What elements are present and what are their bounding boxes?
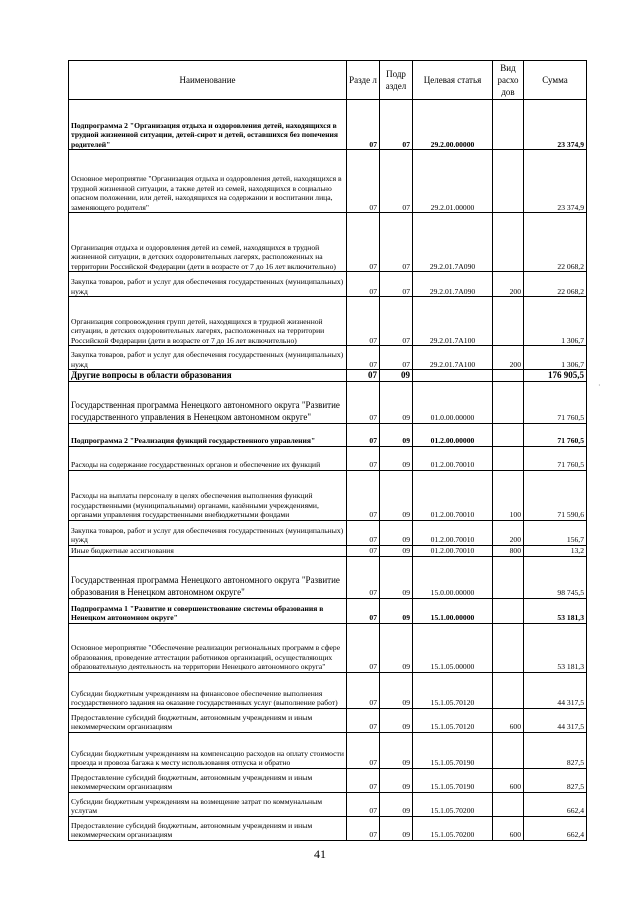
row-subsection: 09 xyxy=(380,708,413,732)
row-name: Закупка товаров, работ и услуг для обеспечения государственных (муниципальных) нужд xyxy=(69,520,347,545)
row-sum: 53 181,3 xyxy=(524,623,587,672)
row-target-article: 29.2.01.7А090 xyxy=(413,272,493,297)
row-sum: 71 760,5 xyxy=(524,446,587,470)
table-row xyxy=(69,346,587,370)
table-row xyxy=(69,381,587,423)
row-name: Расходы на содержание государственных органов и обеспечение их функций xyxy=(69,446,347,470)
row-subsection: 07 xyxy=(380,272,413,297)
row-subsection: 07 xyxy=(380,297,413,346)
row-section: 07 xyxy=(347,792,380,816)
row-subsection: 09 xyxy=(380,381,413,423)
row-subsection: 09 xyxy=(380,732,413,768)
row-section: 07 xyxy=(347,150,380,213)
row-target-article: 29.2.01.7А100 xyxy=(413,346,493,370)
row-section: 07 xyxy=(347,598,380,623)
table-row xyxy=(69,792,587,816)
row-target-article: 15.1.05.70120 xyxy=(413,672,493,708)
row-target-article: 01.0.00.00000 xyxy=(413,381,493,423)
row-sum: 22 068,2 xyxy=(524,272,587,297)
row-sum: 23 374,9 xyxy=(524,100,587,150)
row-subsection: 07 xyxy=(380,150,413,213)
table-row xyxy=(69,768,587,792)
row-expense-type xyxy=(493,623,524,672)
row-expense-type xyxy=(493,672,524,708)
table-row xyxy=(69,556,587,598)
row-subsection: 09 xyxy=(380,470,413,520)
row-subsection: 09 xyxy=(380,423,413,446)
row-subsection: 07 xyxy=(380,346,413,370)
row-name: Подпрограмма 2 "Организация отдыха и оздоровления детей, находящихся в трудной жизненной ситуации, детей-сирот и детей, оставшихся без попечения родителей" xyxy=(69,100,347,150)
row-sum: 13,2 xyxy=(524,545,587,556)
row-expense-type: 200 xyxy=(493,272,524,297)
row-section: 07 xyxy=(347,768,380,792)
row-name: Предоставление субсидий бюджетным, автономным учреждениям и иным некоммерческим организациям xyxy=(69,708,347,732)
row-name: Основное мероприятие "Организация отдыха и оздоровления детей, находящихся в трудной жизненной ситуации, а также детей из семей, находящихся в социально опасном положении, или детей, находящихся на содержании и воспитании лица, заменяющего родителя" xyxy=(69,150,347,213)
table-row xyxy=(69,545,587,556)
row-expense-type xyxy=(493,213,524,272)
row-subsection: 09 xyxy=(380,623,413,672)
row-section: 07 xyxy=(347,470,380,520)
table-row xyxy=(69,446,587,470)
row-section: 07 xyxy=(347,446,380,470)
row-section: 07 xyxy=(347,672,380,708)
row-target-article: 15.1.05.70120 xyxy=(413,708,493,732)
row-target-article: 29.2.01.00000 xyxy=(413,150,493,213)
row-target-article: 29.2.01.7А100 xyxy=(413,297,493,346)
row-name: Государственная программа Ненецкого автономного округа "Развитие образования в Ненецком автономном округе" xyxy=(69,556,347,598)
row-target-article: 15.1.05.70190 xyxy=(413,732,493,768)
page-number: 41 xyxy=(314,847,326,861)
table-body xyxy=(69,100,587,841)
row-sum: 98 745,5 xyxy=(524,556,587,598)
table-row xyxy=(69,470,587,520)
row-name: Иные бюджетные ассигнования xyxy=(69,545,347,556)
row-name: Подпрограмма 1 "Развитие и совершенствование системы образования в Ненецком автономном округе" xyxy=(69,598,347,623)
row-expense-type xyxy=(493,100,524,150)
table-row xyxy=(69,672,587,708)
row-expense-type xyxy=(493,370,524,382)
row-expense-type: 100 xyxy=(493,470,524,520)
row-target-article: 01.2.00.70010 xyxy=(413,520,493,545)
row-sum: 44 317,5 xyxy=(524,672,587,708)
margin-mark: · xyxy=(598,381,601,390)
row-section: 07 xyxy=(347,816,380,840)
row-target-article: 15.1.05.70190 xyxy=(413,768,493,792)
row-subsection: 09 xyxy=(380,545,413,556)
row-sum: 53 181,3 xyxy=(524,598,587,623)
row-expense-type xyxy=(493,556,524,598)
row-section: 07 xyxy=(347,297,380,346)
table-row xyxy=(69,150,587,213)
row-section: 07 xyxy=(347,213,380,272)
table-row xyxy=(69,816,587,840)
budget-table xyxy=(68,60,587,841)
row-target-article: 01.2.00.70010 xyxy=(413,545,493,556)
row-section: 07 xyxy=(347,423,380,446)
row-target-article: 15.1.00.00000 xyxy=(413,598,493,623)
row-section: 07 xyxy=(347,520,380,545)
header-target-article: Целевая статья xyxy=(413,61,493,100)
row-subsection: 09 xyxy=(380,520,413,545)
row-expense-type: 800 xyxy=(493,545,524,556)
row-target-article: 01.2.00.00000 xyxy=(413,423,493,446)
row-sum: 44 317,5 xyxy=(524,708,587,732)
row-name: Субсидии бюджетным учреждениям на компенсацию расходов на оплату стоимости проезда и провоза багажа к месту использования отпуска и обратно xyxy=(69,732,347,768)
row-sum: 23 374,9 xyxy=(524,150,587,213)
row-target-article: 29.2.01.7А090 xyxy=(413,213,493,272)
row-sum: 827,5 xyxy=(524,768,587,792)
row-section: 07 xyxy=(347,732,380,768)
row-name: Организация сопровождения групп детей, находящихся в трудной жизненной ситуации, в детских оздоровительных лагерях, расположенных на территории Российской Федерации (дети в возрасте от 7 до 16 лет включительно) xyxy=(69,297,347,346)
row-section: 07 xyxy=(347,272,380,297)
row-expense-type: 200 xyxy=(493,520,524,545)
row-expense-type xyxy=(493,297,524,346)
row-section: 07 xyxy=(347,370,380,382)
row-subsection: 07 xyxy=(380,100,413,150)
header-sum: Сумма xyxy=(524,61,587,100)
row-target-article: 15.1.05.70200 xyxy=(413,792,493,816)
row-sum: 662,4 xyxy=(524,816,587,840)
row-section: 07 xyxy=(347,346,380,370)
row-expense-type: 600 xyxy=(493,708,524,732)
row-subsection: 09 xyxy=(380,556,413,598)
row-expense-type: 200 xyxy=(493,346,524,370)
row-expense-type xyxy=(493,381,524,423)
row-name: Основное мероприятие "Обеспечение реализации региональных программ в сфере образования, проведение аттестации работников организаций, осуществляющих образовательную деятельность на территории Ненецкого автономного округа" xyxy=(69,623,347,672)
table-row xyxy=(69,100,587,150)
row-section: 07 xyxy=(347,623,380,672)
row-sum: 1 306,7 xyxy=(524,346,587,370)
row-expense-type xyxy=(493,792,524,816)
row-section: 07 xyxy=(347,100,380,150)
table-row xyxy=(69,708,587,732)
row-subsection: 09 xyxy=(380,792,413,816)
row-sum: 71 760,5 xyxy=(524,381,587,423)
row-subsection: 09 xyxy=(380,370,413,382)
table-row xyxy=(69,520,587,545)
table-row xyxy=(69,423,587,446)
row-target-article: 15.0.00.00000 xyxy=(413,556,493,598)
row-target-article: 01.2.00.70010 xyxy=(413,446,493,470)
row-subsection: 09 xyxy=(380,816,413,840)
row-subsection: 09 xyxy=(380,446,413,470)
table-header-row xyxy=(69,61,587,100)
row-target-article: 01.2.00.70010 xyxy=(413,470,493,520)
row-sum: 827,5 xyxy=(524,732,587,768)
row-target-article: 29.2.00.00000 xyxy=(413,100,493,150)
header-section: Разде л xyxy=(347,61,380,100)
table-row xyxy=(69,297,587,346)
row-section: 07 xyxy=(347,556,380,598)
row-subsection: 09 xyxy=(380,672,413,708)
row-section: 07 xyxy=(347,381,380,423)
row-sum: 662,4 xyxy=(524,792,587,816)
row-name: Расходы на выплаты персоналу в целях обеспечения выполнения функций государственными (муниципальными) органами, казёнными учреждениями, органами управления государственными внебюджетными фондами xyxy=(69,470,347,520)
row-subsection: 09 xyxy=(380,598,413,623)
row-name: Организация отдыха и оздоровления детей из семей, находящихся в трудной жизненной ситуации, в детских оздоровительных лагерях, расположенных на территории Российской Федерации (дети в возрасте от 7 до 16 лет включительно) xyxy=(69,213,347,272)
row-subsection: 07 xyxy=(380,213,413,272)
row-sum: 71 590,6 xyxy=(524,470,587,520)
row-section: 07 xyxy=(347,708,380,732)
row-expense-type: 600 xyxy=(493,816,524,840)
row-name: Предоставление субсидий бюджетным, автономным учреждениям и иным некоммерческим организациям xyxy=(69,816,347,840)
row-sum: 1 306,7 xyxy=(524,297,587,346)
row-sum: 71 760,5 xyxy=(524,423,587,446)
table-row xyxy=(69,213,587,272)
header-expense-type: Вид расхо дов xyxy=(493,61,524,100)
row-name: Предоставление субсидий бюджетным, автономным учреждениям и иным некоммерческим организациям xyxy=(69,768,347,792)
row-expense-type xyxy=(493,150,524,213)
row-name: Закупка товаров, работ и услуг для обеспечения государственных (муниципальных) нужд xyxy=(69,346,347,370)
row-sum: 22 068,2 xyxy=(524,213,587,272)
row-name: Другие вопросы в области образования xyxy=(69,370,347,382)
row-expense-type xyxy=(493,423,524,446)
row-expense-type: 600 xyxy=(493,768,524,792)
header-name: Наименование xyxy=(69,61,347,100)
row-name: Субсидии бюджетным учреждениям на возмещение затрат по коммунальным услугам xyxy=(69,792,347,816)
header-subsection: Подр аздел xyxy=(380,61,413,100)
row-section: 07 xyxy=(347,545,380,556)
row-name: Субсидии бюджетным учреждениям на финансовое обеспечение выполнения государственного задания на оказание государственных услуг (выполнение работ) xyxy=(69,672,347,708)
row-name: Подпрограмма 2 "Реализация функций государственного управления" xyxy=(69,423,347,446)
row-expense-type xyxy=(493,732,524,768)
table-row xyxy=(69,623,587,672)
row-sum: 156,7 xyxy=(524,520,587,545)
row-target-article: 15.1.05.70200 xyxy=(413,816,493,840)
row-subsection: 09 xyxy=(380,768,413,792)
table-row xyxy=(69,272,587,297)
row-name: Закупка товаров, работ и услуг для обеспечения государственных (муниципальных) нужд xyxy=(69,272,347,297)
table-row xyxy=(69,370,587,382)
table-row xyxy=(69,732,587,768)
row-expense-type xyxy=(493,446,524,470)
row-sum: 176 905,5 xyxy=(524,370,587,382)
row-expense-type xyxy=(493,598,524,623)
row-name: Государственная программа Ненецкого автономного округа "Развитие государственного управления в Ненецком автономном округе" xyxy=(69,381,347,423)
row-target-article: 15.1.05.00000 xyxy=(413,623,493,672)
row-target-article xyxy=(413,370,493,382)
table-row xyxy=(69,598,587,623)
